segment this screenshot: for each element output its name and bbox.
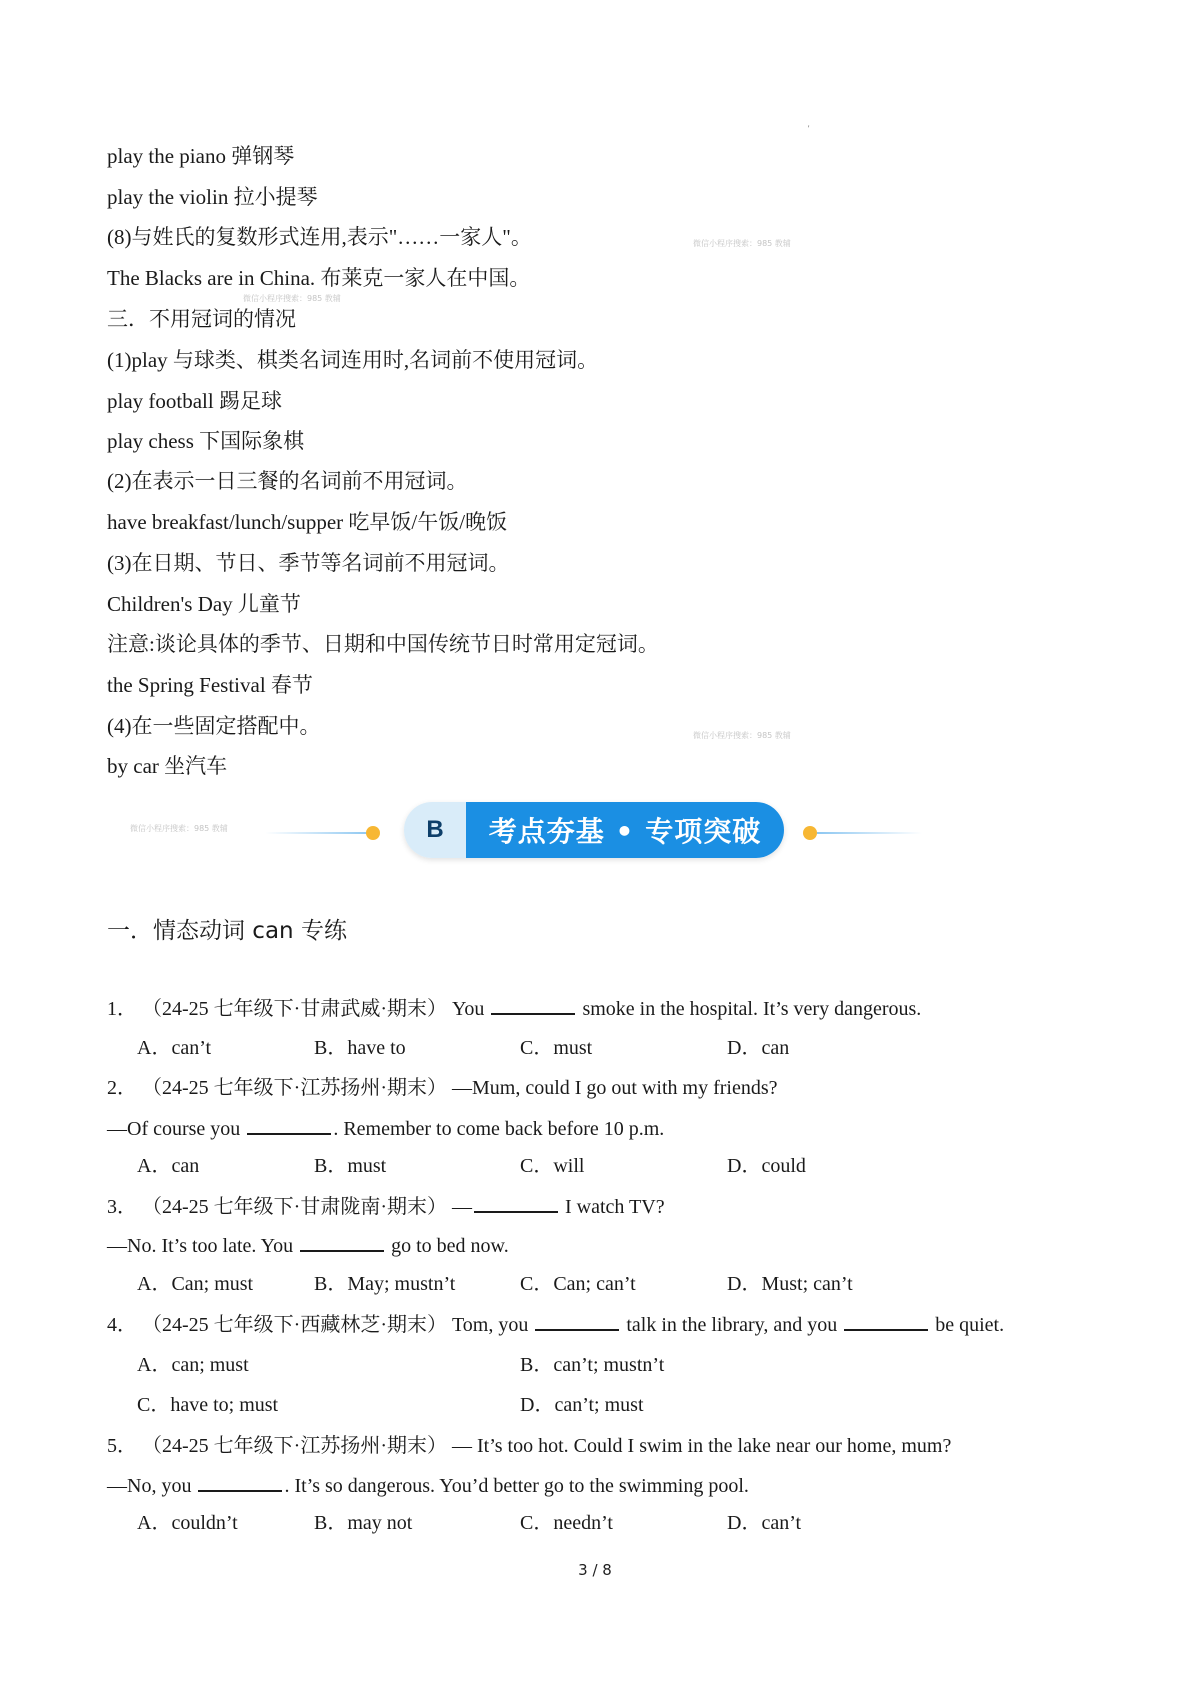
question-number: 1．	[107, 998, 137, 1020]
option-c[interactable]: C．needn’t	[520, 1512, 613, 1534]
option-d[interactable]: D．Must; can’t	[727, 1273, 853, 1295]
question-3	[107, 1193, 665, 1220]
question-text: —No. It’s too late. You	[107, 1235, 299, 1257]
question-3-line-2	[107, 1232, 509, 1259]
note-line: play football 踢足球	[107, 389, 282, 413]
banner-left-line	[265, 832, 370, 834]
option-a[interactable]: A．couldn’t	[137, 1512, 238, 1534]
note-line: (4)在一些固定搭配中。	[107, 714, 321, 738]
question-text: —Of course you	[107, 1118, 246, 1140]
banner-letter: B	[404, 802, 466, 858]
answer-blank[interactable]	[300, 1232, 384, 1252]
watermark: 微信小程序搜索：985 教辅	[130, 824, 228, 833]
banner-right-dot	[803, 826, 817, 840]
section-heading: 一．情态动词 can 专练	[107, 918, 347, 944]
question-2-line-2	[107, 1115, 664, 1142]
question-text: be quiet.	[930, 1314, 1005, 1336]
question-text: go to bed now.	[386, 1235, 509, 1257]
option-d[interactable]: D．can’t	[727, 1512, 802, 1534]
question-5	[107, 1433, 951, 1459]
option-a[interactable]: A．can’t	[137, 1037, 212, 1059]
option-c[interactable]: C．have to; must	[137, 1394, 279, 1416]
option-d[interactable]: D．could	[727, 1155, 806, 1177]
question-1	[107, 995, 921, 1022]
banner-right-line	[817, 832, 922, 834]
question-number: 3．	[107, 1196, 137, 1218]
banner-left-dot	[366, 826, 380, 840]
question-text: smoke in the hospital. It’s very dangerous.	[577, 998, 922, 1020]
question-text: —No, you	[107, 1475, 197, 1497]
question-source: （24-25 七年级下·甘肃陇南·期末）	[142, 1196, 447, 1218]
watermark: 微信小程序搜索：985 教辅	[243, 294, 341, 303]
question-text: —Mum, could I go out with my friends?	[451, 1077, 778, 1099]
question-text: Tom, you	[451, 1314, 534, 1336]
option-b[interactable]: B．must	[314, 1155, 387, 1177]
question-source: （24-25 七年级下·江苏扬州·期末）	[142, 1077, 447, 1099]
question-text: . It’s so dangerous. You’d better go to the swimming pool.	[284, 1475, 749, 1497]
question-text: . Remember to come back before 10 p.m.	[333, 1118, 665, 1140]
option-c[interactable]: C．Can; can’t	[520, 1273, 636, 1295]
answer-blank[interactable]	[474, 1193, 558, 1213]
note-line: play the violin 拉小提琴	[107, 185, 318, 209]
answer-blank[interactable]	[491, 995, 575, 1015]
watermark: 微信小程序搜索：985 教辅	[693, 239, 791, 248]
note-line: have breakfast/lunch/supper 吃早饭/午饭/晚饭	[107, 510, 508, 534]
question-text: talk in the library, and you	[621, 1314, 843, 1336]
question-2	[107, 1075, 778, 1101]
section-subheading: 三．不用冠词的情况	[107, 307, 296, 331]
section-banner	[404, 802, 784, 858]
question-text: I watch TV?	[559, 1196, 665, 1218]
watermark: 微信小程序搜索：985 教辅	[693, 731, 791, 740]
note-line: The Blacks are in China. 布莱克一家人在中国。	[107, 266, 531, 290]
note-line: Children's Day 儿童节	[107, 592, 301, 616]
question-text: —	[451, 1196, 472, 1218]
question-number: 2．	[107, 1077, 137, 1099]
answer-blank[interactable]	[535, 1311, 619, 1331]
note-line: the Spring Festival 春节	[107, 673, 313, 697]
question-5-line-2	[107, 1472, 749, 1499]
option-c[interactable]: C．must	[520, 1037, 593, 1059]
note-line: (2)在表示一日三餐的名词前不用冠词。	[107, 469, 468, 493]
question-4	[107, 1311, 1004, 1338]
option-b[interactable]: B．can’t; mustn’t	[520, 1354, 665, 1376]
option-d[interactable]: D．can	[727, 1037, 790, 1059]
question-number: 4．	[107, 1314, 137, 1336]
note-line: play the piano 弹钢琴	[107, 144, 295, 168]
page-number: 3 / 8	[578, 1561, 612, 1579]
answer-blank[interactable]	[198, 1472, 282, 1492]
answer-blank[interactable]	[844, 1311, 928, 1331]
option-a[interactable]: A．Can; must	[137, 1273, 254, 1295]
question-text: — It’s too hot. Could I swim in the lake near our home, mum?	[451, 1435, 952, 1457]
note-line: (1)play 与球类、棋类名词连用时,名词前不使用冠词。	[107, 348, 599, 372]
question-source: （24-25 七年级下·甘肃武威·期末）	[142, 998, 447, 1020]
note-line: play chess 下国际象棋	[107, 429, 305, 453]
option-a[interactable]: A．can	[137, 1155, 200, 1177]
note-line: (8)与姓氏的复数形式连用,表示"……一家人"。	[107, 225, 532, 249]
option-b[interactable]: B．may not	[314, 1512, 413, 1534]
option-b[interactable]: B．May; mustn’t	[314, 1273, 456, 1295]
question-source: （24-25 七年级下·江苏扬州·期末）	[142, 1435, 447, 1457]
note-line: 注意:谈论具体的季节、日期和中国传统节日时常用定冠词。	[107, 632, 659, 656]
option-b[interactable]: B．have to	[314, 1037, 406, 1059]
option-a[interactable]: A．can; must	[137, 1354, 249, 1376]
question-number: 5．	[107, 1435, 137, 1457]
scan-mark: '	[808, 124, 810, 133]
answer-blank[interactable]	[247, 1115, 331, 1135]
note-line: (3)在日期、节日、季节等名词前不用冠词。	[107, 551, 510, 575]
note-line: by car 坐汽车	[107, 754, 228, 778]
banner-title: 考点夯基 • 专项突破	[466, 802, 784, 858]
option-c[interactable]: C．will	[520, 1155, 585, 1177]
question-text: You	[451, 998, 490, 1020]
question-source: （24-25 七年级下·西藏林芝·期末）	[142, 1314, 447, 1336]
option-d[interactable]: D．can’t; must	[520, 1394, 644, 1416]
